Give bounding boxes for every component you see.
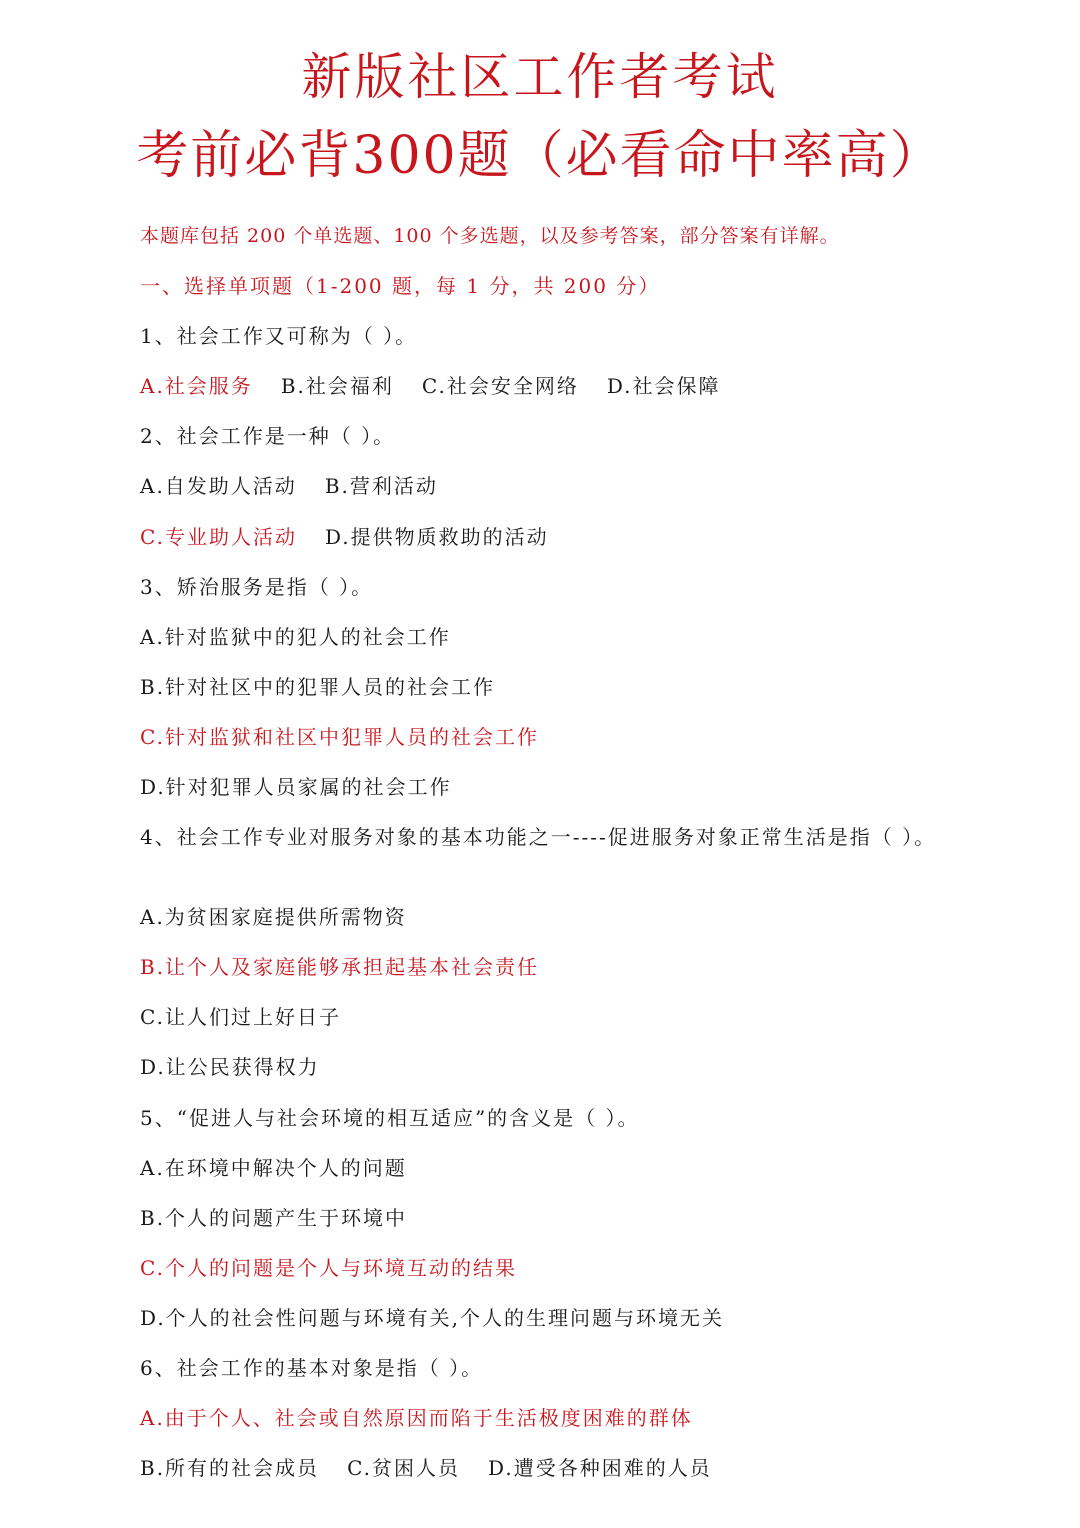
answer-option: B.让个人及家庭能够承担起基本社会责任 (140, 955, 540, 980)
option-row (140, 523, 940, 573)
option: B.个人的问题产生于环境中 (140, 1205, 408, 1230)
option: A.自发助人活动 (140, 474, 297, 499)
question-stem: 2、社会工作是一种（ ）。 (140, 424, 396, 449)
option: A.在环境中解决个人的问题 (140, 1155, 407, 1180)
option: B.社会福利 (280, 374, 394, 399)
option-row (140, 472, 940, 522)
document-title-line1: 新版社区工作者考试 (301, 48, 779, 106)
option: C.让人们过上好日子 (140, 1005, 341, 1030)
option: D.让公民获得权力 (140, 1055, 320, 1080)
intro-note: 本题库包括 200 个单选题、100 个多选题，以及参考答案，部分答案有详解。 (140, 225, 840, 247)
option: D.遭受各种困难的人员 (488, 1456, 712, 1481)
question-stem: 1、社会工作又可称为（ ）。 (140, 324, 418, 349)
option: D.提供物质救助的活动 (324, 524, 549, 549)
question-stem: 4、社会工作专业对服务对象的基本功能之一----促进服务对象正常生活是指（ ）。 (140, 825, 937, 850)
answer-option: C.针对监狱和社区中犯罪人员的社会工作 (140, 724, 539, 749)
option: B.营利活动 (324, 474, 438, 499)
option: A.为贫困家庭提供所需物资 (140, 905, 407, 930)
option-row (140, 372, 940, 422)
answer-option: A.由于个人、社会或自然原因而陷于生活极度困难的群体 (140, 1406, 693, 1431)
option: D.个人的社会性问题与环境有关,个人的生理问题与环境无关 (140, 1305, 725, 1330)
option: B.所有的社会成员 (140, 1456, 320, 1481)
option: B.针对社区中的犯罪人员的社会工作 (140, 674, 496, 699)
document-title-line2: 考前必背300题（必看命中率高） (136, 126, 944, 186)
answer-option: C.个人的问题是个人与环境互动的结果 (140, 1255, 517, 1280)
question-stem: 6、社会工作的基本对象是指（ ）。 (140, 1355, 484, 1380)
option: C.贫困人员 (347, 1456, 461, 1481)
document-body (140, 222, 940, 1504)
section-heading: 一、选择单项题（1-200 题，每 1 分，共 200 分） (140, 274, 661, 299)
option: C.社会安全网络 (421, 374, 579, 399)
option-row (140, 1454, 940, 1504)
option: D.社会保障 (606, 374, 721, 399)
question-stem: 5、“促进人与社会环境的相互适应”的含义是（ ）。 (140, 1105, 640, 1130)
question-stem: 3、矫治服务是指（ ）。 (140, 574, 374, 599)
answer-option: A.社会服务 (140, 374, 253, 399)
option: A.针对监狱中的犯人的社会工作 (140, 624, 451, 649)
answer-option: C.专业助人活动 (140, 524, 297, 549)
option: D.针对犯罪人员家属的社会工作 (140, 775, 452, 800)
